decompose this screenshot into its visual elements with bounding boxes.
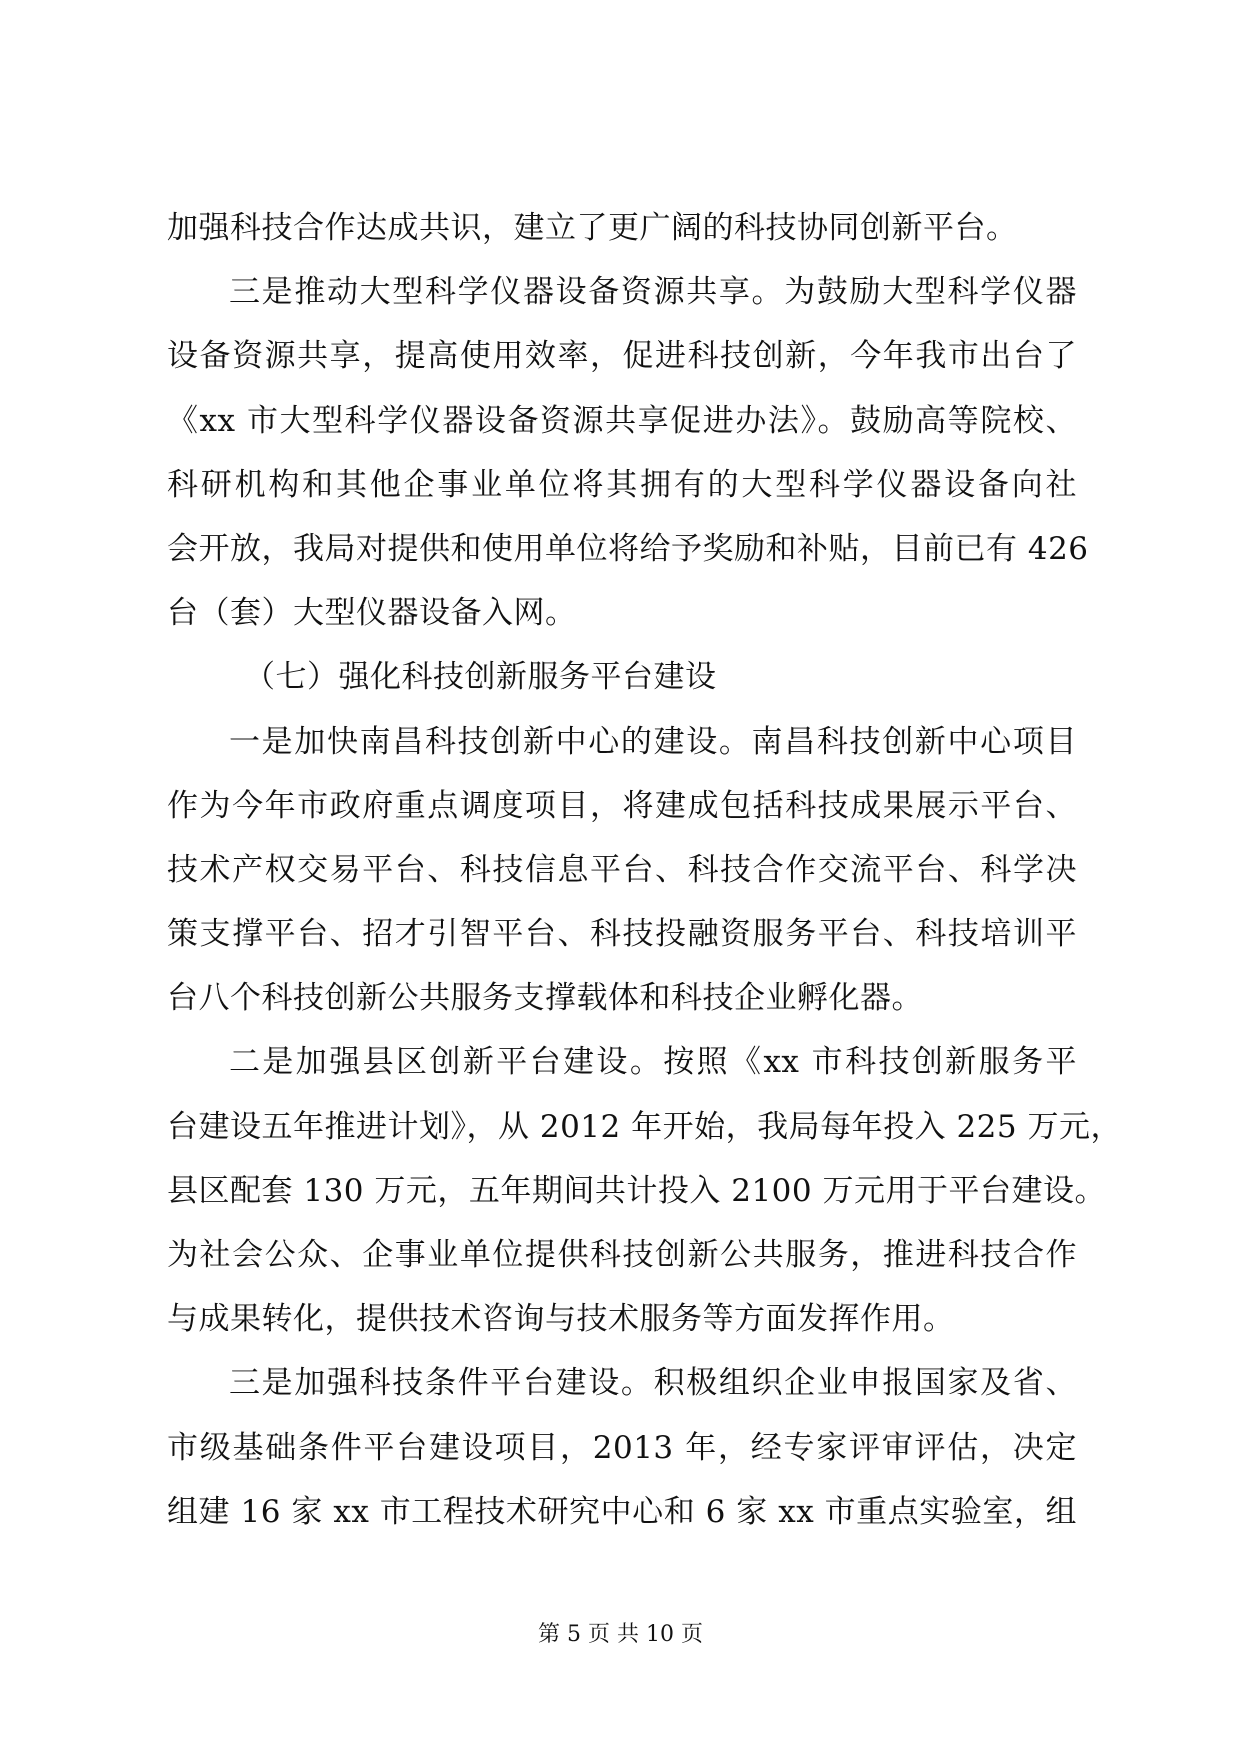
text-line: 三是推动大型科学仪器设备资源共享。为鼓励大型科学仪器	[229, 274, 1077, 311]
text-line: 会开放，我局对提供和使用单位将给予奖励和补贴，目前已有 426	[167, 530, 1089, 567]
text-line: 台八个科技创新公共服务支撑载体和科技企业孵化器。	[167, 980, 923, 1017]
text-line: 与成果转化，提供技术咨询与技术服务等方面发挥作用。	[167, 1301, 955, 1338]
text-line: 作为今年市政府重点调度项目，将建成包括科技成果展示平台、	[167, 787, 1077, 824]
text-line: 台建设五年推进计划》，从 2012 年开始，我局每年投入 225 万元，	[167, 1108, 1122, 1145]
text-line: 县区配套 130 万元，五年期间共计投入 2100 万元用于平台建设。	[167, 1172, 1106, 1209]
text-line: 科研机构和其他企事业单位将其拥有的大型科学仪器设备向社	[167, 466, 1077, 503]
page-number-label: 第 5 页 共 10 页	[538, 1622, 703, 1647]
page-footer	[0, 1620, 1241, 1650]
section-heading: （七）强化科技创新服务平台建设	[244, 659, 717, 696]
text-line: 技术产权交易平台、科技信息平台、科技合作交流平台、科学决	[167, 851, 1077, 888]
document-body	[167, 196, 1122, 1544]
text-line: 为社会公众、企事业单位提供科技创新公共服务，推进科技合作	[167, 1237, 1077, 1273]
text-line: 二是加强县区创新平台建设。按照《xx 市科技创新服务平	[229, 1044, 1077, 1081]
text-line: 市级基础条件平台建设项目，2013 年，经专家评审评估，决定	[167, 1429, 1077, 1466]
text-line: 组建 16 家 xx 市工程技术研究中心和 6 家 xx 市重点实验室，组	[167, 1493, 1077, 1530]
text-line: 台（套）大型仪器设备入网。	[167, 595, 577, 632]
text-line: 加强科技合作达成共识，建立了更广阔的科技协同创新平台。	[167, 210, 1018, 246]
text-line: 《xx 市大型科学仪器设备资源共享促进办法》。鼓励高等院校、	[167, 402, 1077, 439]
text-line: 一是加快南昌科技创新中心的建设。南昌科技创新中心项目	[229, 723, 1077, 760]
text-line: 设备资源共享，提高使用效率，促进科技创新，今年我市出台了	[167, 338, 1077, 375]
text-line: 三是加强科技条件平台建设。积极组织企业申报国家及省、	[229, 1365, 1077, 1402]
text-line: 策支撑平台、招才引智平台、科技投融资服务平台、科技培训平	[167, 916, 1077, 953]
